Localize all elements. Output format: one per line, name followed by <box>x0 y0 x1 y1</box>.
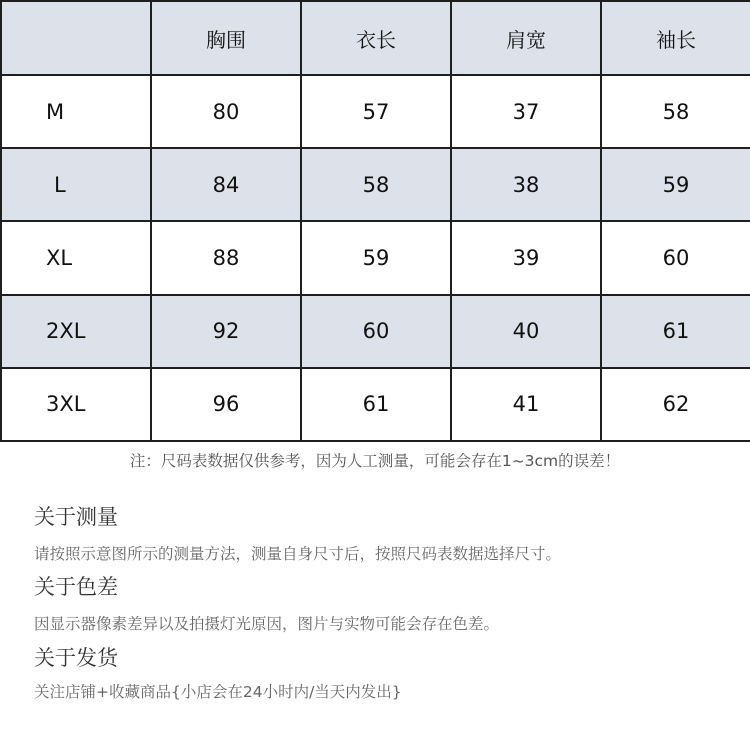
table-cell: 37 <box>451 75 601 148</box>
size-label: 3XL <box>1 368 151 441</box>
table-cell: 58 <box>301 148 451 221</box>
table-cell: 39 <box>451 221 601 294</box>
section-title-measurement: 关于测量 <box>34 505 118 529</box>
measurement-note: 注：尺码表数据仅供参考，因为人工测量，可能会存在1~3cm的误差！ <box>129 452 621 470</box>
section-body-shipping: 关注店铺+收藏商品{小店会在24小时内/当天内发出} <box>34 683 402 701</box>
size-label: 2XL <box>1 295 151 368</box>
table-cell: 61 <box>601 295 750 368</box>
table-cell: 62 <box>601 368 750 441</box>
table-cell: 84 <box>151 148 301 221</box>
table-row <box>1 75 750 148</box>
table-cell: 61 <box>301 368 451 441</box>
section-title-shipping: 关于发货 <box>34 646 118 670</box>
table-row <box>1 368 750 441</box>
table-cell: 59 <box>301 221 451 294</box>
table-row <box>1 221 750 294</box>
table-cell: 60 <box>601 221 750 294</box>
section-body-measurement: 请按照示意图所示的测量方法，测量自身尺寸后，按照尺码表数据选择尺寸。 <box>34 545 562 563</box>
table-cell: 80 <box>151 75 301 148</box>
section-title-color: 关于色差 <box>34 575 118 599</box>
size-label: M <box>1 75 151 148</box>
table-cell: 40 <box>451 295 601 368</box>
section-body-color: 因显示器像素差异以及拍摄灯光原因，图片与实物可能会存在色差。 <box>34 615 500 633</box>
header-cell-empty <box>1 1 151 75</box>
header-sleeve: 袖长 <box>601 1 750 75</box>
size-label: L <box>1 148 151 221</box>
table-row <box>1 295 750 368</box>
table-cell: 58 <box>601 75 750 148</box>
header-length: 衣长 <box>301 1 451 75</box>
size-label: XL <box>1 221 151 294</box>
table-row <box>1 148 750 221</box>
table-cell: 96 <box>151 368 301 441</box>
header-chest: 胸围 <box>151 1 301 75</box>
table-cell: 92 <box>151 295 301 368</box>
table-cell: 88 <box>151 221 301 294</box>
table-cell: 59 <box>601 148 750 221</box>
table-cell: 38 <box>451 148 601 221</box>
table-cell: 60 <box>301 295 451 368</box>
table-header-row <box>1 1 750 75</box>
table-cell: 41 <box>451 368 601 441</box>
header-shoulder: 肩宽 <box>451 1 601 75</box>
table-cell: 57 <box>301 75 451 148</box>
